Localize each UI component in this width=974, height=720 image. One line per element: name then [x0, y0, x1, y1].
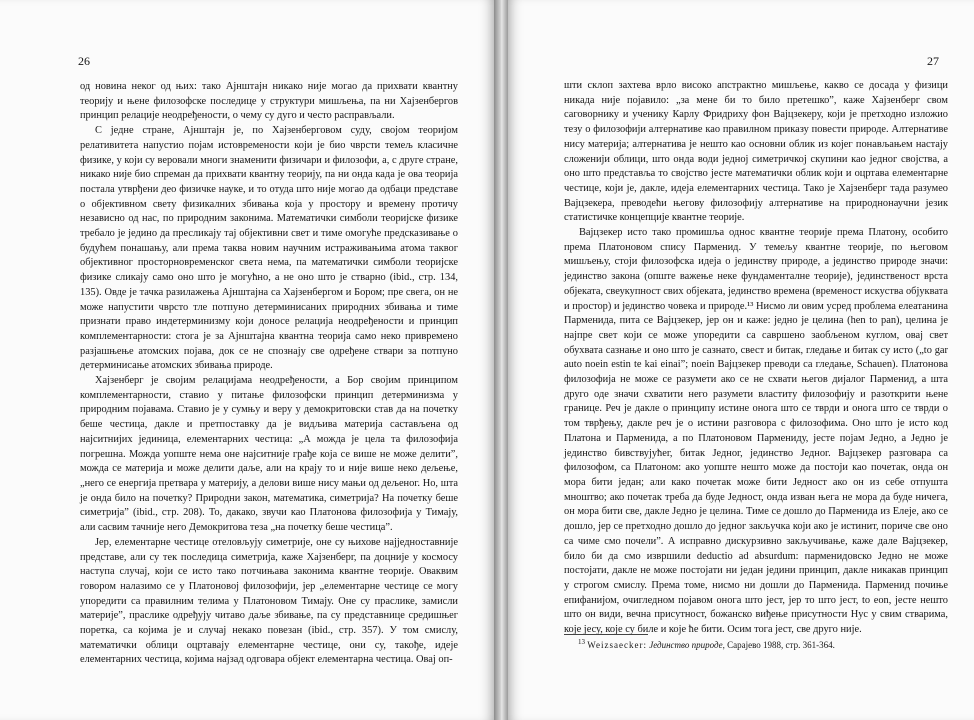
- right-page: [508, 0, 974, 720]
- footnote-title: Јединство природе: [649, 640, 723, 650]
- book-gutter: [494, 0, 508, 720]
- page-number-right: 27: [927, 54, 939, 68]
- right-page-body: [564, 79, 948, 638]
- footnote-marker: 13: [578, 638, 585, 646]
- footnote-divider: [564, 634, 648, 635]
- paragraph: шти склоп захтева врло високо апстрактно мишљење, какво се досада у физици никада није појавило: „за мене би то било претешко”, каже Хајзенберг свом саговорнику и ученику Карлу Фридриху фон Вајцзекеру, који је претходно изложио тезу о филозофији алтернативе као правилном приказу повести природе. Алтернативе нису материја; алтернатива је нешто као основни облик из којег понављањем настају сложенији облици, што онда води једној симетричкој скупини као једног својства, а оно што представља то својство јесте математички облик који и оцртава елементарне честице, који је, дакле, идеја елементарних честица. Тако је Хајзенберг тада разумео Вајцзекера, преводећи његову филозофију алтернативе на природнонаучни језик статистичке концепције квантне теорије.: [564, 80, 948, 224]
- page-number-left: 26: [78, 54, 90, 68]
- paragraph: Јер, елементарне честице отеловљују симетрије, оне су њихове најједноставније представе, али су тек последица симетрија, каже Хајзенберг, па доцније у космосу наступа случај, који се исто тако потчињава законима квантне теорије. Оваквим говором налазимо се у Платоновој филозофији, јер „елементарне честице се могу упоредити са правилним телима у Платоновом Тимају. Оне су праслике, замисли материје”, праслике одређују читаво даље збивање, па су представнице средишњег поретка, са којима је и случај некако повезан (ibid., стр. 357). У том смислу, математички облици оцртавају елементарне честице, они су, такође, идеје елементарних честица, којима најзад одговара објект елементарна честица. Овај оп-: [80, 536, 458, 666]
- left-page-body: [80, 80, 458, 668]
- footnote: [564, 636, 948, 651]
- footnote-author: Weizsaecker:: [587, 640, 647, 650]
- footnote-rest: , Сарајево 1988, стр. 361-364.: [722, 640, 835, 650]
- paragraph: С једне стране, Ајнштајн је, по Хајзенберговом суду, својом теоријом релативитета напустио појам истовремености који је био чврсти темељ класичне физике, у који су веровали многи знаменити физичари и филозофи, а, с друге стране, никако није био спреман да прихвати квантну теорију, па ни онда када је ова теорија постала утврђени део физичке науке, и то отуда што није могао да одбаци представе о објективном свету физикалних збивања која у простору и времену протичу независно од нас, по природним законима. Математички симболи теоријске физике требало је једино да пресликају тај објективни свет и тиме омогуће предсказивање о будућем понашању, али према таква новим научним истраживањима атома таквог објективног просторновременског света нема, па математички симболи теоријске физике сликају само оно што је могућно, а не оно што је стварно (ibid., стр. 134, 135). Овде је тачка разилажења Ајнштајна са Хајзенбергом и Бором; пре свега, он не може напустити чврсто тле потпуно детерминисаних природних збивања и тиме признати право индетерминизму који доносе релација неодређености и принцип комплементарности: стога је за Ајнштајна квантна теорија само неко привремено разјашњење атомских појава, док се не спознају све одређене ствари за потпуно детерминисање атомских збивања природе.: [80, 125, 458, 372]
- paragraph: Вајцзекер исто тако промишља однос квантне теорије према Платону, особито према Платоновом спису Парменид. У темељу квантне теорије, по његовом мишљењу, стоји филозофска идеја о јединству природе, а јединство природе значи: јединство закона (опште важење неке фундаменталне теорије), јединственост врста објеката, свеукупност свих објеката, јединство времена (временост искуства објуквата и простор) и јединство човека и природе.¹³ Нисмо ли овим усред проблема елеатанина Парменида, пита се Вајцзекер, јер он и каже: једно је целина (hen to pan), целина је најпре свет који се може упоредити са савршено заобљеном куглом, овај свет обухвата сазнање и оно што је сазнато, свест и битак, гледање и битак су исто („to gar auto noein estin te kai einai”; noein Вајцзекер преводи са гледање, Schauen). Платонова филозофија не може се разумети ако се не схвати његов дијалог Парменид, а шта друго оде значи схватити него разумети властиту филозофију и разоткрити њене границе. Реч је дакле о принципу истине онога што се тврди и онога што се тврди о том тврђењу, дакле реч је о истини разговора с филозофима. Оно што је исто код Платона и Парменида, а по Платоновом Пармениду, јесте појам Једно, а Једно је јединство бивствујућег, битак Једног, јединство Једног. Вајцзекер разговара са филозофом, са Платоном: ако уопште нешто може да постоји као почетак, онда он мора бити један; али како почетак може бити Једност ако он из себе отпушта мноштво; ако почетак треба да буде Једност, онда изван њега не мора да буде ничега, он мора бити све, дакле Једно је целина. Тиме се дошло до Парменида из Елеје, ако се дошло, јер се претходно дошло до једног закључка који ако је истинит, пориче све оно са чиме смо почели”. А исправно дискурзивно закључивање, каже дале Вајцзекер, било би да смо извршили deductio ad absurdum: парменидовско Једно не може постојати, дакле не може постојати ни један једини принцип, дакле никакав принцип у строгом смислу. Према томе, нисмо ни дошли до Парменида. Парменид почиње епифанијом, очигледном појавом онога што јест, јер то што јест, to eon, јесте нешто што он види, вечна присутност, божанско виђење присутности Нус у свим стварима, које јесу, које су биле и које ће бити. Осим тога јест, све друго није.: [564, 227, 948, 636]
- paragraph: од новина неког од њих: тако Ајнштајн никако није могао да прихвати квантну теорију и њене филозофске последице у структури мишљења, па ни Хајзенбергов принцип релације неодређености, о чему су дуго и често расправљали.: [80, 81, 458, 122]
- paragraph: Хајзенберг је својим релацијама неодређености, а Бор својим принципом комплементарности, ставио у питање филозофски принцип детерминизма у природним појавама. Ставио је у сумњу и веру у демокритовски став да на почетку беше честица, дакле и претпоставку да је видљива материја састављена од најситнијих јединица, елементарних честица: „А можда је цела та филозофија погрешна. Можда уопште нема оне најситније грађе која се више не може делити”, можда се материја и може делити даље, али на крају то и није више нeко дељење, „него се енергија претвара у материју, а делови више нису мањи од дељеног. Но, шта је онда било на почетку? Природни закон, математика, симетрија? На почетку беше симетрија” (ibid., стр. 208). То, дакако, звучи као Платонова филозофија у Тимају, али сасвим тачније него Демокритова теза „на почетку беше честица”.: [80, 375, 458, 534]
